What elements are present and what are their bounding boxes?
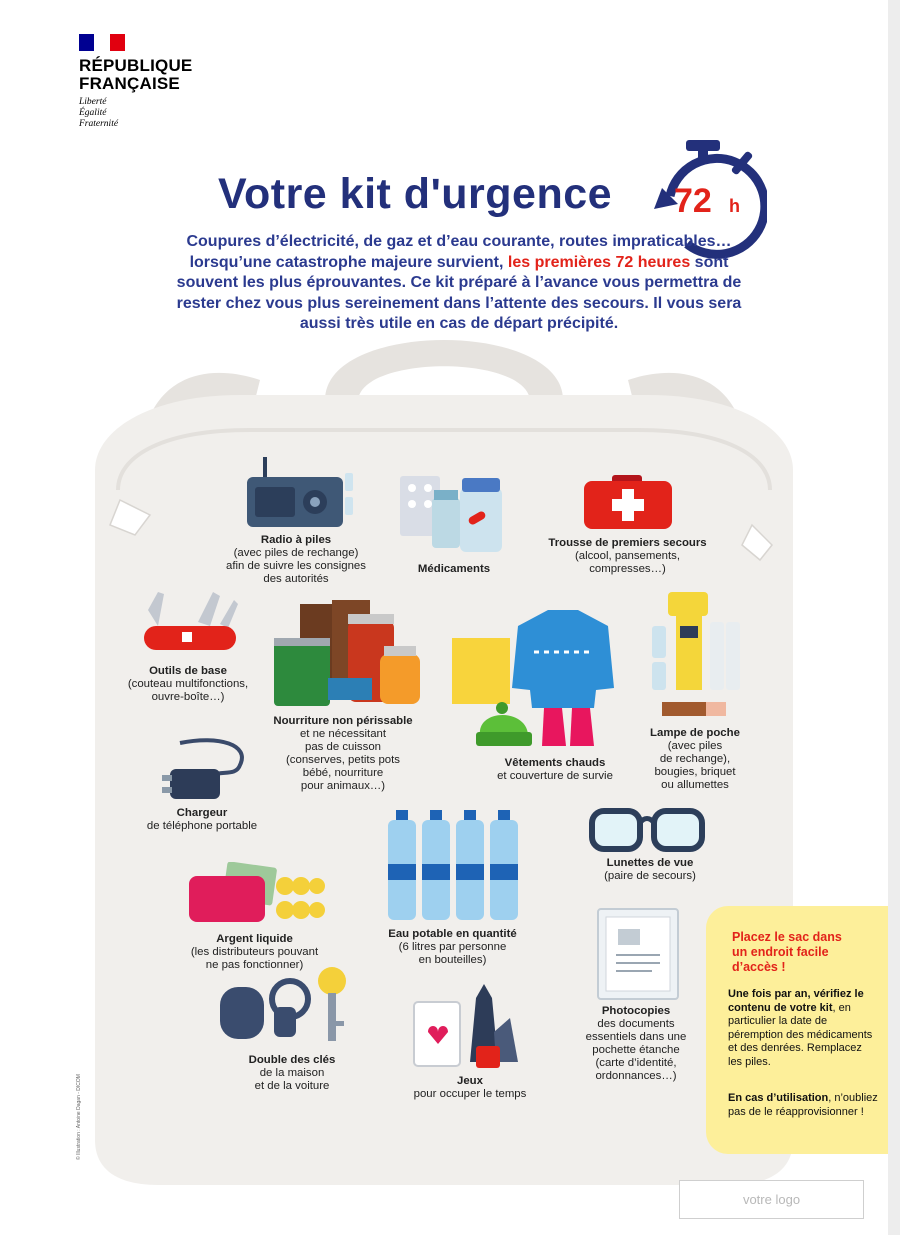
item-food: Nourriture non périssable et ne nécessitant pas de cuisson (conserves, petits pots bébé, nourriture pour animaux…) [273, 715, 413, 792]
item-radio: Radio à piles (avec piles de rechange) afin de suivre les consignes des autorités [226, 534, 366, 585]
timer-unit: h [729, 196, 740, 216]
item-charger: Chargeur de téléphone portable [146, 807, 258, 832]
glasses-icon [588, 805, 708, 853]
item-clothes: Vêtements chauds et couverture de survie [497, 757, 613, 782]
illustration-credit: © Illustration : Antoine Dagan - DICOM [76, 1074, 82, 1160]
french-flag-icon [79, 34, 125, 51]
water-bottles-icon [382, 798, 522, 923]
item-cash: Argent liquide (les distributeurs pouvant ne pas fonctionner) [190, 933, 319, 971]
item-tools: Outils de base (couteau multifonctions, ouvre-boîte…) [127, 665, 249, 703]
item-photocopies: Photocopies des documents essentiels dans une pochette étanche (carte d’identité, ordonnances…) [585, 1005, 687, 1082]
rf-name: RÉPUBLIQUE FRANÇAISE [79, 56, 193, 93]
item-flashlight: Lampe de poche (avec piles de rechange), bougies, briquet ou allumettes [650, 727, 740, 791]
multitool-icon [138, 590, 243, 655]
keys-icon [218, 965, 358, 1047]
item-water: Eau potable en quantité (6 litres par personne en bouteilles) [388, 928, 517, 966]
tip-usage: En cas d’utilisation, n’oubliez pas de le réapprovisionner ! [728, 1092, 878, 1118]
logo-placeholder: votre logo [679, 1180, 864, 1219]
games-icon [410, 982, 525, 1072]
documents-icon [596, 905, 682, 1001]
item-first-aid: Trousse de premiers secours (alcool, pansements, compresses…) [548, 537, 707, 575]
item-keys: Double des clés de la maison et de la voiture [248, 1054, 336, 1092]
food-icon [272, 600, 427, 710]
intro-text: Coupures d’électricité, de gaz et d’eau courante, routes impraticables… lorsqu’une catastrophe majeure survient, les premières 72 heures sont souvent les plus éprouvantes. Ce kit préparé à l’avance vous permettra de rester chez vous plus sereinement dans l’attente des secours. Il vous sera aussi très utile en cas de départ précipité. [176, 233, 742, 332]
clothes-icon [448, 608, 618, 750]
tip-note [706, 906, 888, 1154]
charger-icon [160, 735, 250, 805]
page-title: Votre kit d'urgence [218, 170, 613, 218]
rf-motto: Liberté Égalité Fraternité [79, 97, 119, 129]
flashlight-icon [648, 590, 748, 720]
rf-logo [79, 34, 192, 130]
medicine-icon [398, 470, 508, 555]
first-aid-kit-icon [584, 475, 674, 530]
item-medicine: Médicaments [417, 563, 491, 575]
timer-number: 72 [674, 182, 712, 220]
wallet-icon [187, 862, 327, 924]
item-glasses: Lunettes de vue (paire de secours) [604, 857, 696, 882]
item-games: Jeux pour occuper le temps [413, 1075, 527, 1100]
tip-yearly: Une fois par an, vérifiez le contenu de votre kit, en particulier la date de péremption des médicaments et des denrées. Remplacez les piles. [728, 988, 873, 1068]
tip-headline: Placez le sac dans un endroit facile d’accès ! [732, 930, 842, 974]
radio-icon [245, 455, 360, 530]
